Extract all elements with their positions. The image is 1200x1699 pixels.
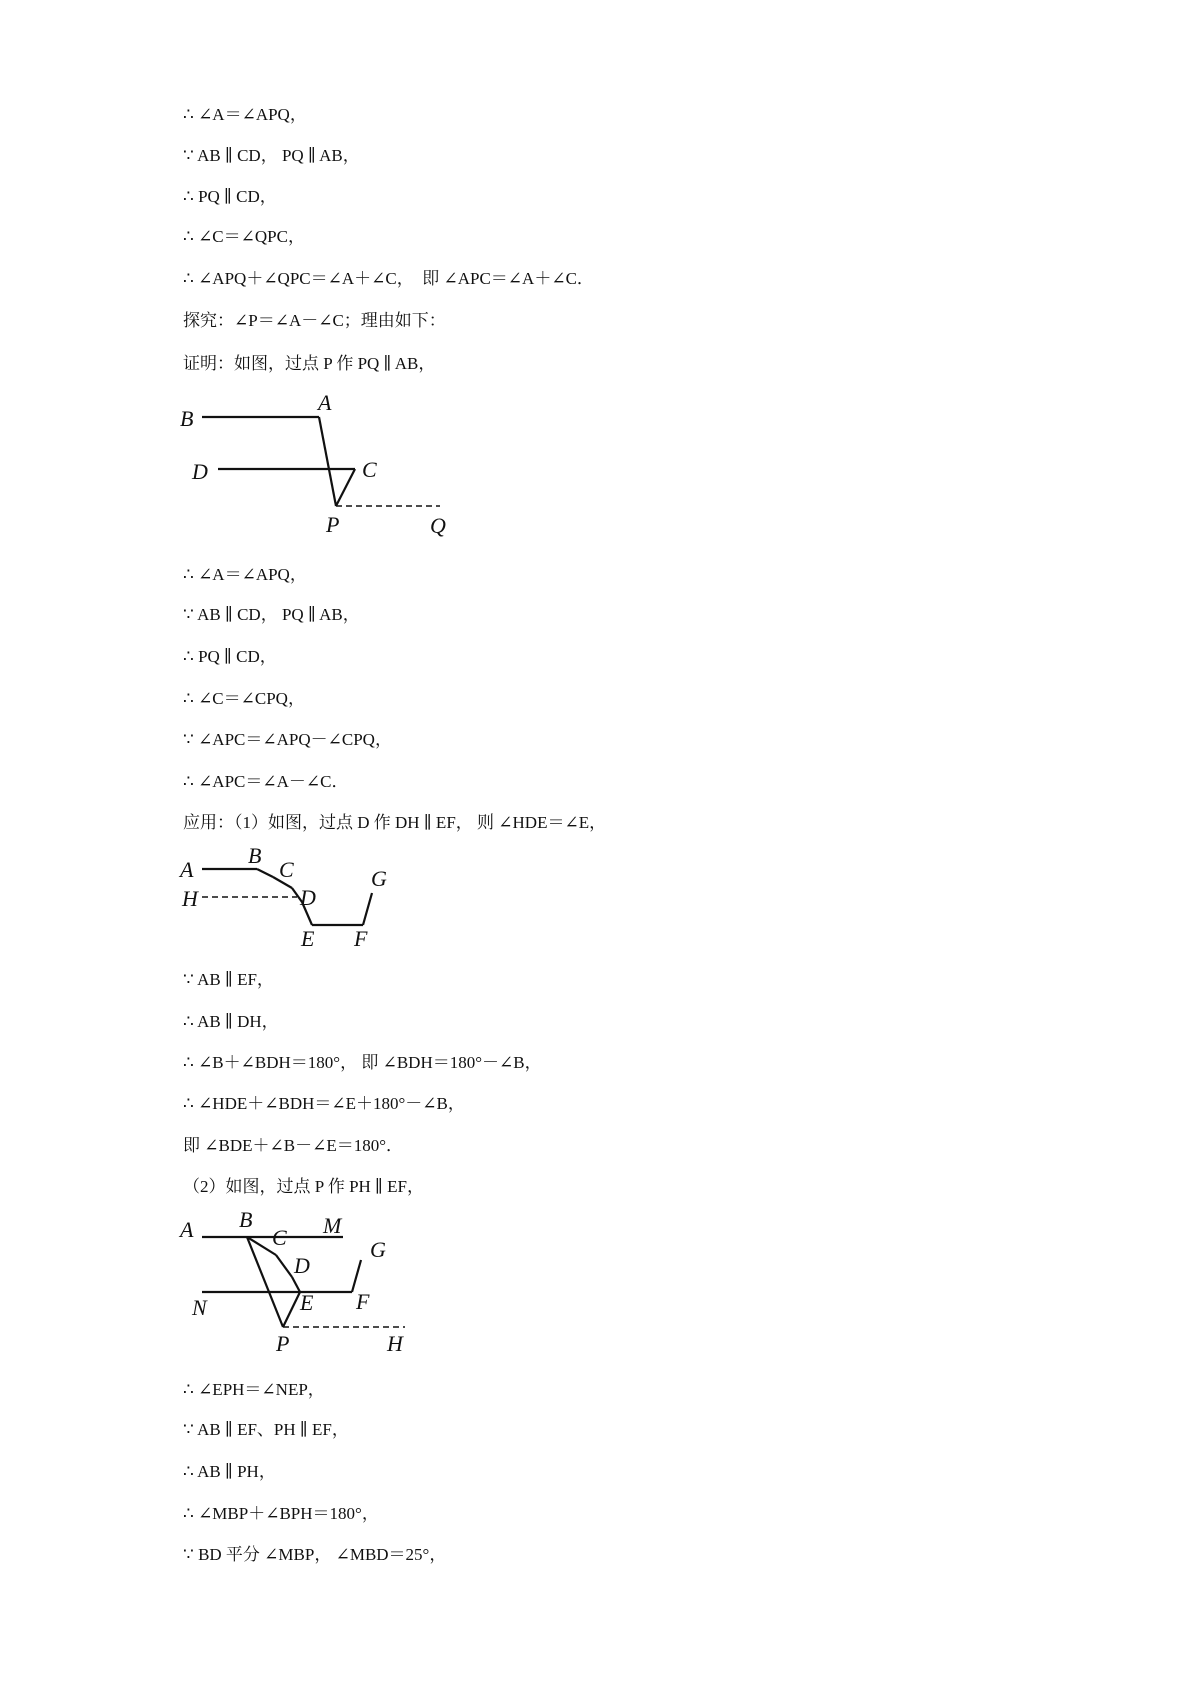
figure-3-diagram [180,1205,430,1356]
part-2-line-2: ∵ AB ∥ EF、PH ∥ EF， [183,1420,349,1439]
figure-1-label: D [192,459,208,484]
figure-3-label: A [180,1217,194,1242]
proof-line-6: ∴ ∠A＝∠APQ， [183,565,307,584]
proof-line-2: ∵ AB ∥ CD， PQ ∥ AB， [183,146,360,165]
figure-3-label: H [387,1331,403,1356]
figure-3-label: D [294,1253,310,1278]
figure-2-label: G [371,866,387,891]
proof-line-9: ∴ ∠C＝∠CPQ， [183,689,305,708]
figure-1-label: B [180,406,194,431]
figure-1-diagram [180,390,470,538]
proof-line-8: ∴ PQ ∥ CD， [183,647,277,666]
application-line-1: ∵ AB ∥ EF， [183,970,274,989]
proof-line-7: ∵ AB ∥ CD， PQ ∥ AB， [183,605,360,624]
figure-2-label: C [279,857,294,882]
part-2-line-5: ∵ BD 平分 ∠MBP， ∠MBD＝25°， [183,1545,447,1564]
application-heading: 应用：（1）如图，过点 D 作 DH ∥ EF， 则 ∠HDE＝∠E， [183,813,607,832]
proof-line-11: ∴ ∠APC＝∠A－∠C． [183,772,349,791]
proof-line-1: ∴ ∠A＝∠APQ， [183,105,307,124]
proof-line-10: ∵ ∠APC＝∠APQ－∠CPQ， [183,730,392,749]
figure-2-label: A [180,857,194,882]
proof-line-5: ∴ ∠APQ＋∠QPC＝∠A＋∠C， 即 ∠APC＝∠A＋∠C． [183,269,594,288]
figure-3-label: C [272,1225,287,1250]
figure-2-label: F [354,926,368,951]
part-2-line-1: ∴ ∠EPH＝∠NEP， [183,1380,325,1399]
figure-2-label: E [301,926,315,951]
part-2-line-3: ∴ AB ∥ PH， [183,1462,276,1481]
figure-2-label: B [248,843,262,868]
proof-line-4: ∴ ∠C＝∠QPC， [183,227,305,246]
explore-heading: 探究：∠P＝∠A－∠C；理由如下： [183,311,446,330]
figure-2-label: D [300,885,316,910]
part-2-heading: （2）如图，过点 P 作 PH ∥ EF， [183,1177,424,1196]
figure-2-diagram [180,843,410,951]
part-2-line-4: ∴ ∠MBP＋∠BPH＝180°， [183,1504,379,1523]
figure-3-label: F [356,1289,370,1314]
figure-1-label: P [326,512,340,537]
figure-1-label: A [318,390,332,415]
figure-3-label: M [323,1213,342,1238]
application-line-3: ∴ ∠B＋∠BDH＝180°， 即 ∠BDH＝180°－∠B， [183,1053,542,1072]
application-line-2: ∴ AB ∥ DH， [183,1012,279,1031]
application-line-4: ∴ ∠HDE＋∠BDH＝∠E＋180°－∠B， [183,1094,465,1113]
figure-1-label: Q [430,513,446,538]
figure-3-label: P [276,1331,290,1356]
figure-3-label: G [370,1237,386,1262]
application-line-5: 即 ∠BDE＋∠B－∠E＝180°． [183,1136,404,1155]
proof-intro: 证明：如图，过点 P 作 PQ ∥ AB， [183,354,436,373]
figure-3-label: N [192,1295,207,1320]
figure-2-label: H [182,886,198,911]
figure-3-label: E [300,1290,314,1315]
proof-line-3: ∴ PQ ∥ CD， [183,187,277,206]
figure-1-label: C [362,457,377,482]
figure-3-label: B [239,1207,253,1232]
